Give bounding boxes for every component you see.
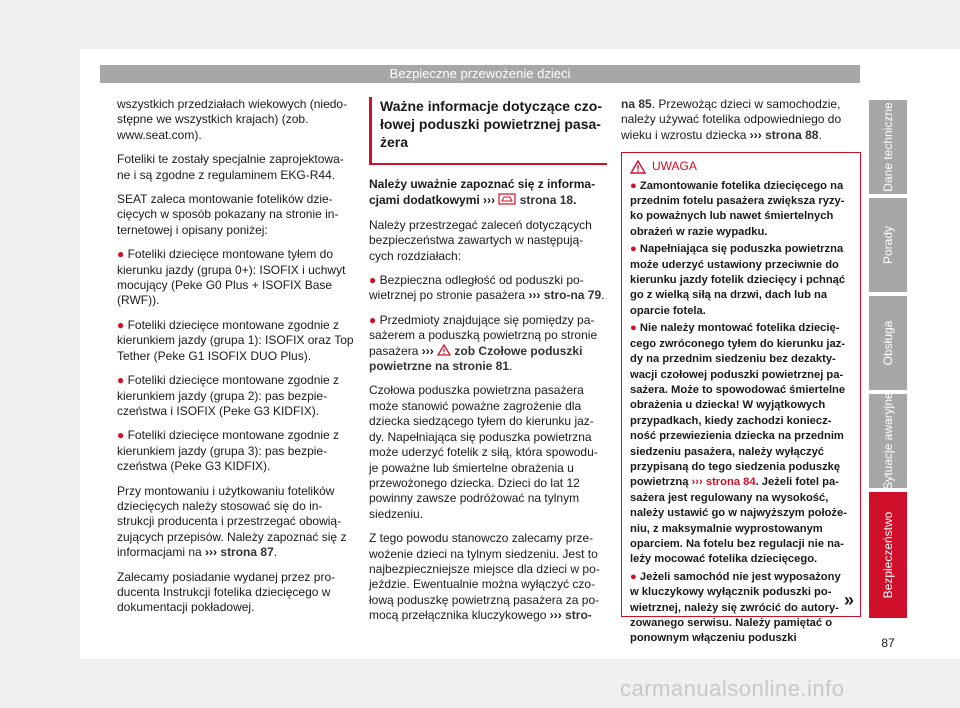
paragraph: Zalecamy posiadanie wydanej przez pro-ducenta Instrukcji fotelika dziecięcego w dokumentacji pokładowej.: [117, 569, 336, 615]
warning-item: ● Zamontowanie fotelika dziecięcego na przednim fotelu pasażera zwiększa ryzy-ko poważnych lub nawet śmiertelnych obrażeń w razie wypadku.: [630, 179, 845, 238]
tab-dane-techniczne[interactable]: Dane techniczne: [869, 100, 907, 194]
arrow-icon: ›››: [205, 545, 218, 560]
paragraph: Foteliki te zostały specjalnie zaprojektowa-ne i są zgodne z regulaminem EKG-R44.: [117, 152, 344, 182]
paragraph: SEAT zaleca montowanie fotelików dzie-cięcych w sposób pokazany na stronie in-ternetowej i opisany poniżej:: [117, 192, 339, 237]
arrow-icon: ›››: [691, 476, 703, 489]
bullet-icon: ●: [369, 273, 377, 288]
tab-obsluga[interactable]: Obsługa: [869, 296, 907, 390]
warning-triangle-icon: [437, 344, 451, 356]
bullet-icon: ●: [369, 312, 377, 327]
car-book-icon: [498, 192, 516, 206]
list-item-text: Foteliki dziecięce montowane zgodnie z kierunkiem jazdy (grupa 3): pas bezpie-czeństwa (Peke G3 KIDFIX).: [117, 428, 340, 474]
bullet-icon: ●: [630, 322, 637, 335]
warning-title: UWAGA: [652, 159, 697, 174]
page-link[interactable]: zob Czołowe poduszki powietrzne na stronie 81: [369, 343, 583, 374]
warning-box: [621, 152, 861, 645]
paragraph: Z tego powodu stanowczo zalecamy prze-wożenie dzieci na tylnym siedzeniu. Jest to najbezpieczniejsze miejsce dla dzieci w po-jeździe. Ewentualnie można wyłączyć czo-łową poduszkę powietrzną pasażera za po-mocą przełącznika kluczykowego ››› stro-: [369, 531, 600, 623]
page-link[interactable]: stro-: [565, 608, 592, 623]
page-link[interactable]: na 85: [621, 97, 652, 111]
paragraph: na 85. Przewożąc dzieci w samochodzie, należy używać fotelika odpowiedniego do wieku i wzrostu dziecka ››› strona 88.: [621, 97, 842, 142]
paragraph: Należy uważnie zapoznać się z informa-cjami dodatkowymi ››› strona 18.: [369, 177, 596, 208]
tab-sytuacje-awaryjne[interactable]: Sytuacje awaryjne: [869, 394, 907, 488]
bullet-icon: ●: [630, 570, 637, 583]
page-link[interactable]: strona 88: [765, 127, 819, 142]
warning-item: ● Jeżeli samochód nie jest wyposażony w kluczykowy wyłącznik poduszki po-wietrznej, należy się zwrócić do autory-zowanego serwisu. Należy pamiętać o ponownym włączeniu poduszki: [630, 570, 841, 645]
list-item-text: Foteliki dziecięce montowane zgodnie z kierunkiem jazdy (grupa 2): pas bezpie-czeństwa i ISOFIX (Peke G3 KIDFIX).: [117, 373, 340, 418]
page-link[interactable]: stro-na 79: [543, 288, 602, 303]
page-link[interactable]: strona 18: [519, 193, 574, 208]
page-link[interactable]: strona 87: [220, 545, 274, 560]
bullet-icon: ●: [117, 317, 125, 332]
list-item: ● Przedmioty znajdujące się pomiędzy pa-sażerem a poduszką powietrzną po stronie pasażera ››› zob Czołowe poduszki powietrzne na stronie 81.: [369, 312, 598, 374]
arrow-icon: ›››: [528, 288, 541, 303]
arrow-icon: ›››: [483, 193, 496, 208]
list-item: ● Bezpieczna odległość od poduszki po-wietrznej po stronie pasażera ››› stro-na 79.: [369, 273, 605, 303]
tab-porady[interactable]: Porady: [869, 198, 907, 292]
bullet-icon: ●: [117, 428, 125, 443]
section-title: Ważne informacje dotyczące czo-łowej poduszki powietrznej pasa-żera: [369, 97, 607, 165]
column-3: [621, 97, 861, 645]
list-item: [117, 428, 355, 474]
warning-header: [622, 153, 860, 178]
warning-item: ● Nie należy montować fotelika dziecię-cego zwróconego tyłem do kierunku jaz-dy na przednim siedzeniu bez dezakty-wacji czołowej poduszki powietrznej pa-sażera. Może to spowodować śmiertelne obrażenia u dziecka! W wyjątkowych przypadkach, kiedy zachodzi koniecz-ność przewiezienia dziecka na przednim siedzeniu pasażera, należy wyłączyć przypisaną do tego siedzenia poduszkę powietrzną ››› strona 84. Jeżeli fotel pa-sażera jest regulowany na wysokość, należy ustawić go w najwyższym położe-niu, z maksymalnie wyprostowanym oparciem. Na fotelu bez regulacji nie na-leży mocować fotelika dziecięcego.: [630, 322, 847, 566]
bullet-icon: ●: [117, 247, 125, 262]
bullet-icon: ●: [117, 373, 125, 388]
paragraph: Należy przestrzegać zaleceń dotyczących bezpieczeństwa zawartych w następują-cych rozdziałach:: [369, 217, 592, 263]
arrow-icon: ›››: [549, 608, 562, 623]
watermark: carmanualsonline.info: [620, 676, 845, 701]
column-2: [369, 97, 607, 633]
bullet-icon: ●: [630, 243, 637, 256]
arrow-icon: ›››: [421, 343, 434, 358]
bullet-icon: ●: [630, 179, 637, 192]
list-item-text: Foteliki dziecięce montowane tyłem do kierunku jazdy (grupa 0+): ISOFIX i uchwyt mocujący (Peke G0 Plus + ISOFIX Base (RWF)).: [117, 247, 346, 308]
arrow-icon: ›››: [749, 127, 762, 142]
continue-icon: »: [843, 589, 854, 610]
list-item: [117, 318, 355, 364]
paragraph: wszystkich przedziałach wiekowych (niedo-stępne we wszystkich krajach) (zob. www.seat.com).: [117, 97, 348, 142]
column-1: [117, 97, 355, 625]
list-item: [117, 247, 355, 309]
warning-body: [622, 179, 860, 647]
paragraph: Przy montowaniu i użytkowaniu fotelików dziecięcych należy stosować się do in-strukcji producenta i przestrzegać obowią-zujących przepisów. Należy zapoznać się z informacjami na ››› strona 87.: [117, 483, 347, 560]
list-item: [117, 373, 355, 419]
tab-bezpieczenstwo[interactable]: Bezpieczeństwo: [869, 492, 907, 618]
page-header: Bezpieczne przewożenie dzieci: [100, 65, 860, 83]
page-link[interactable]: strona 84: [705, 476, 756, 489]
warning-triangle-icon: [630, 160, 646, 174]
warning-item: ● Napełniająca się poduszka powietrzna może uderzyć ustawiony przeciwnie do kierunku jazdy fotelik dziecięcy i pchnąć go z wielką siłą na drzwi, dach lub na oparcie fotela.: [630, 243, 846, 317]
list-item-text: Foteliki dziecięce montowane zgodnie z kierunkiem jazdy (grupa 1): ISOFIX oraz Top Tether (Peke G1 ISOFIX DUO Plus).: [117, 317, 354, 363]
paragraph: Czołowa poduszka powietrzna pasażera może stanowić poważne zagrożenie dla dziecka siedzącego tyłem do kierunku jaz-dy. Napełniająca się poduszka powietrzna może uderzyć fotelik z siłą, która spowodu-je poważne lub śmiertelne obrażenia u przewożonego dziecka. Dzieci do lat 12 powinny zawsze podróżować na tylnym siedzeniu.: [369, 383, 598, 521]
page-number: 87: [881, 636, 895, 650]
